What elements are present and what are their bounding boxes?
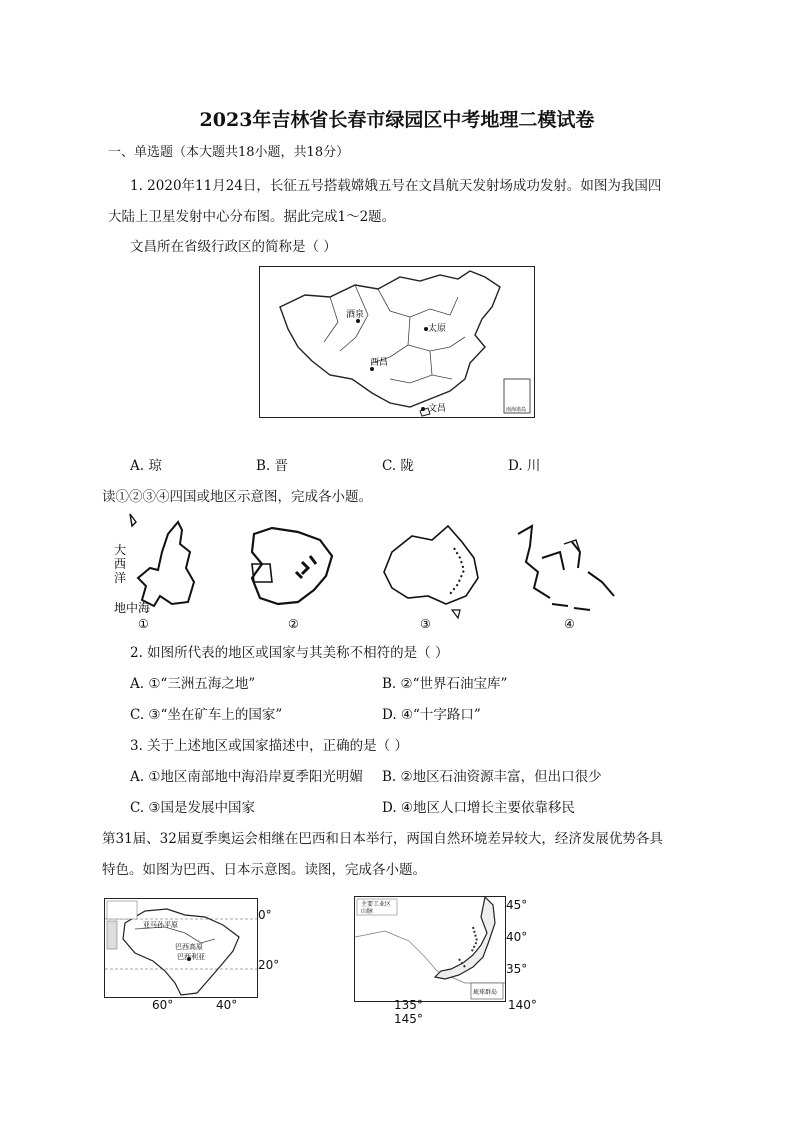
q3-option-c[interactable]: C. ③国是发展中国家 — [130, 800, 256, 816]
brazil-lat0: 0° — [258, 908, 272, 922]
q3-option-a[interactable]: A. ①地区南部地中海沿岸夏季阳光明媚 — [130, 769, 363, 785]
olympics-intro-line2: 特色。如图为巴西、日本示意图。读图，完成各小题。 — [102, 862, 426, 878]
q3-stem: 3. 关于上述地区或国家描述中，正确的是（ ） — [130, 738, 408, 754]
ryukyu-inset-label: 琉球群岛 — [473, 989, 498, 996]
wenchang-label: 文昌 — [428, 404, 447, 414]
brazil-map — [104, 898, 258, 998]
q2-option-a[interactable]: A. ①“三洲五海之地” — [130, 676, 256, 692]
q2-option-d[interactable]: D. ④“十字路口” — [382, 707, 481, 723]
atlantic-label-3: 洋 — [114, 571, 127, 585]
mountain-legend: 山脉 — [361, 908, 374, 915]
q1-stem-line2: 大陆上卫星发射中心分布图。据此完成1～2题。 — [108, 209, 396, 225]
taiyuan-label: 太原 — [428, 324, 447, 334]
q1-option-c[interactable]: C. 陇 — [382, 458, 414, 474]
mediterranean-label: 地中海 — [114, 601, 151, 615]
atlantic-label-1: 大 — [114, 543, 127, 557]
xichang-label: 西昌 — [370, 358, 389, 368]
south-china-sea-inset-label: 南海诸岛 — [506, 407, 527, 413]
section-heading: 一、单选题（本大题共18小题，共18分） — [108, 145, 350, 160]
q1-stem-line1: 1. 2020年11月24日，长征五号搭载嫦娥五号在文昌航天发射场成功发射。如图为我国四 — [130, 178, 662, 194]
page-title: 2023年吉林省长春市绿园区中考地理二模试卷 — [199, 109, 595, 131]
region-number-4: ④ — [564, 617, 575, 631]
region-intro: 读①②③④四国或地区示意图，完成各小题。 — [102, 489, 372, 505]
olympics-intro-line1: 第31届、32届夏季奥运会相继在巴西和日本举行，两国自然环境差异较大，经济发展优势各具 — [102, 831, 663, 847]
region-number-3: ③ — [420, 617, 431, 631]
brazil-plateau-label: 巴西高原 — [175, 943, 203, 951]
q1-option-d[interactable]: D. 川 — [508, 458, 541, 474]
brazil-lon60: 60° — [152, 998, 174, 1012]
japan-lat40: 40° — [506, 930, 528, 944]
region-number-2: ② — [288, 617, 299, 631]
region-number-1: ① — [138, 617, 149, 631]
four-regions-figure — [102, 512, 622, 632]
q1-option-a[interactable]: A. 琼 — [130, 458, 162, 474]
brazil-lon40: 40° — [216, 998, 238, 1012]
q1-sub-question: 文昌所在省级行政区的简称是（ ） — [130, 239, 337, 255]
q2-option-c[interactable]: C. ③“坐在矿车上的国家” — [130, 707, 283, 723]
japan-lat35: 35° — [506, 962, 528, 976]
q1-option-b[interactable]: B. 晋 — [256, 458, 289, 474]
brazil-lat20: 20° — [258, 958, 280, 972]
japan-map — [354, 896, 506, 1002]
jiuquan-label: 酒泉 — [346, 310, 365, 320]
japan-lon135: 135° — [394, 998, 423, 1012]
q2-stem: 2. 如图所代表的地区或国家与其美称不相符的是（ ） — [130, 645, 449, 661]
amazon-plain-label: 亚马孙平原 — [143, 921, 178, 929]
atlantic-label-2: 西 — [114, 557, 127, 571]
industrial-zone-legend: 主要工业区 — [361, 901, 392, 908]
q3-option-d[interactable]: D. ④地区人口增长主要依靠移民 — [382, 800, 576, 816]
china-launch-center-map — [259, 266, 535, 418]
japan-lon140: 140° — [508, 998, 537, 1012]
q3-option-b[interactable]: B. ②地区石油资源丰富，但出口很少 — [382, 769, 602, 785]
japan-lat45: 45° — [506, 898, 528, 912]
japan-lon145: 145° — [394, 1012, 423, 1026]
q2-option-b[interactable]: B. ②“世界石油宝库” — [382, 676, 508, 692]
brasilia-label: 巴西利亚 — [177, 953, 205, 961]
